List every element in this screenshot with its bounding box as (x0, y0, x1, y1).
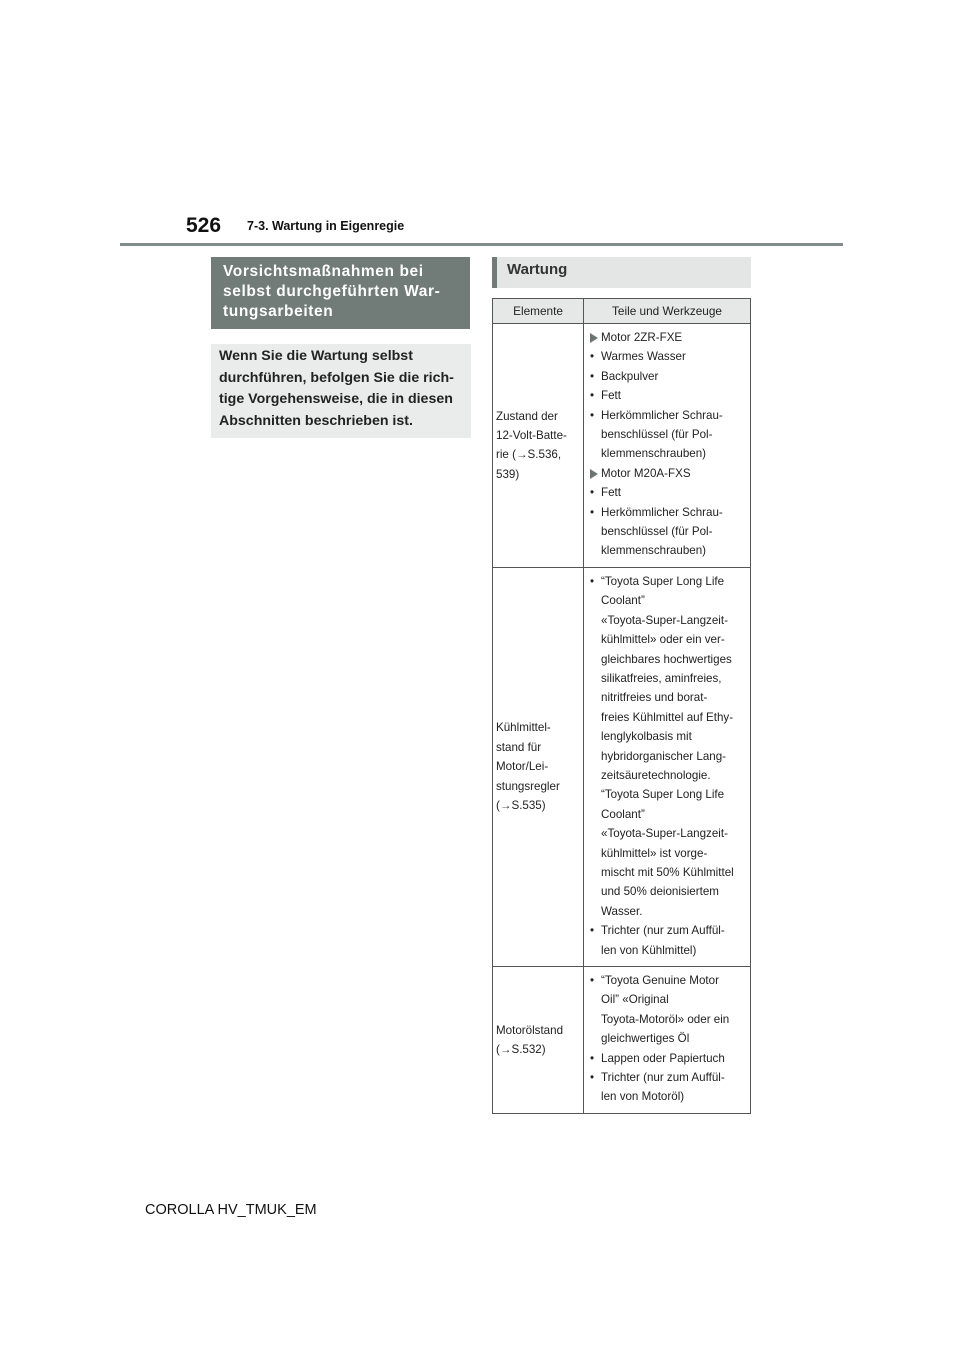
element-cell: Zustand der 12-Volt-Batte- rie (→S.536, 539) (493, 324, 584, 568)
triangle-marker-icon (590, 333, 598, 343)
maintenance-heading: Wartung (507, 261, 568, 278)
list-item (588, 367, 750, 386)
list-item (588, 572, 750, 921)
column-header-elements: Elemente (493, 299, 584, 324)
triangle-marker-icon (590, 469, 598, 479)
list-item-text: Fett (601, 389, 621, 403)
parts-cell (584, 324, 751, 568)
table-row (493, 324, 751, 568)
list-item-text: Herkömmlicher Schrau- benschlüssel (für Pol- klemmenschrauben) (601, 408, 723, 461)
list-item-text: Herkömmlicher Schrau- benschlüssel (für Pol- klemmenschrauben) (601, 505, 723, 558)
engine-heading (588, 464, 750, 483)
precautions-heading: Vorsichtsmaßnahmen bei selbst durchgeführten War- tungsarbeiten (223, 263, 441, 320)
list-item-text: “Toyota Super Long Life Coolant” «Toyota-Super-Langzeit- kühlmittel» oder ein ver- gleichbares hochwertiges silikatfreies, aminfreies, nitritfreies und borat- freies Kühlmittel auf Ethy- lenglykolbasis mit hybridorganischer Lang- zeitsäuretechnologie. “Toyota Super Long Life Coolant” «Toyota-Super-Langzeit- kühlmittel» ist vorge- mischt mit 50% Kühlmittel und 50% deionisiertem Wasser. (601, 574, 734, 918)
list-item (588, 921, 750, 960)
header-divider (120, 243, 843, 246)
list-item-text: Trichter (nur zum Auffül- len von Kühlmittel) (601, 924, 725, 957)
precautions-heading-box (211, 257, 470, 329)
precautions-note: Wenn Sie die Wartung selbst durchführen, befolgen Sie die rich- tige Vorgehensweise, die in diesen Abschnitten beschrieben ist. (219, 348, 454, 429)
list-item-text: Backpulver (601, 369, 659, 383)
parts-list (588, 971, 750, 1107)
precautions-note-box (211, 344, 471, 438)
parts-list (588, 328, 750, 561)
list-item (588, 347, 750, 366)
list-item (588, 1049, 750, 1068)
table-row (493, 967, 751, 1114)
table-body (493, 324, 751, 1114)
list-item-text: “Toyota Genuine Motor Oil” «Original Toyota-Motoröl» oder ein gleichwertiges Öl (601, 974, 730, 1046)
table-row (493, 567, 751, 966)
parts-list (588, 572, 750, 960)
element-cell: Kühlmittel- stand für Motor/Lei- stungsregler (→S.535) (493, 567, 584, 966)
parts-cell (584, 967, 751, 1114)
column-header-parts: Teile und Werkzeuge (584, 299, 751, 324)
list-item-text: Fett (601, 486, 621, 500)
maintenance-heading-box (492, 257, 751, 288)
list-item-text: Motor 2ZR-FXE (601, 331, 683, 344)
footer-model-code: COROLLA HV_TMUK_EM (145, 1202, 317, 1218)
table-header-row (493, 299, 751, 324)
list-item (588, 1068, 750, 1107)
engine-heading (588, 328, 750, 347)
maintenance-table (492, 298, 751, 1114)
list-item (588, 483, 750, 502)
list-item (588, 386, 750, 405)
page-number: 526 (186, 214, 222, 237)
list-item (588, 406, 750, 464)
list-item-text: Motor M20A-FXS (601, 466, 691, 480)
list-item (588, 503, 750, 561)
list-item-text: Lappen oder Papiertuch (601, 1051, 725, 1065)
list-item-text: Warmes Wasser (601, 350, 686, 364)
list-item-text: Trichter (nur zum Auffül- len von Motoröl) (601, 1071, 725, 1104)
parts-cell (584, 567, 751, 966)
list-item (588, 971, 750, 1049)
element-cell: Motorölstand (→S.532) (493, 967, 584, 1114)
section-title: 7-3. Wartung in Eigenregie (247, 219, 405, 233)
